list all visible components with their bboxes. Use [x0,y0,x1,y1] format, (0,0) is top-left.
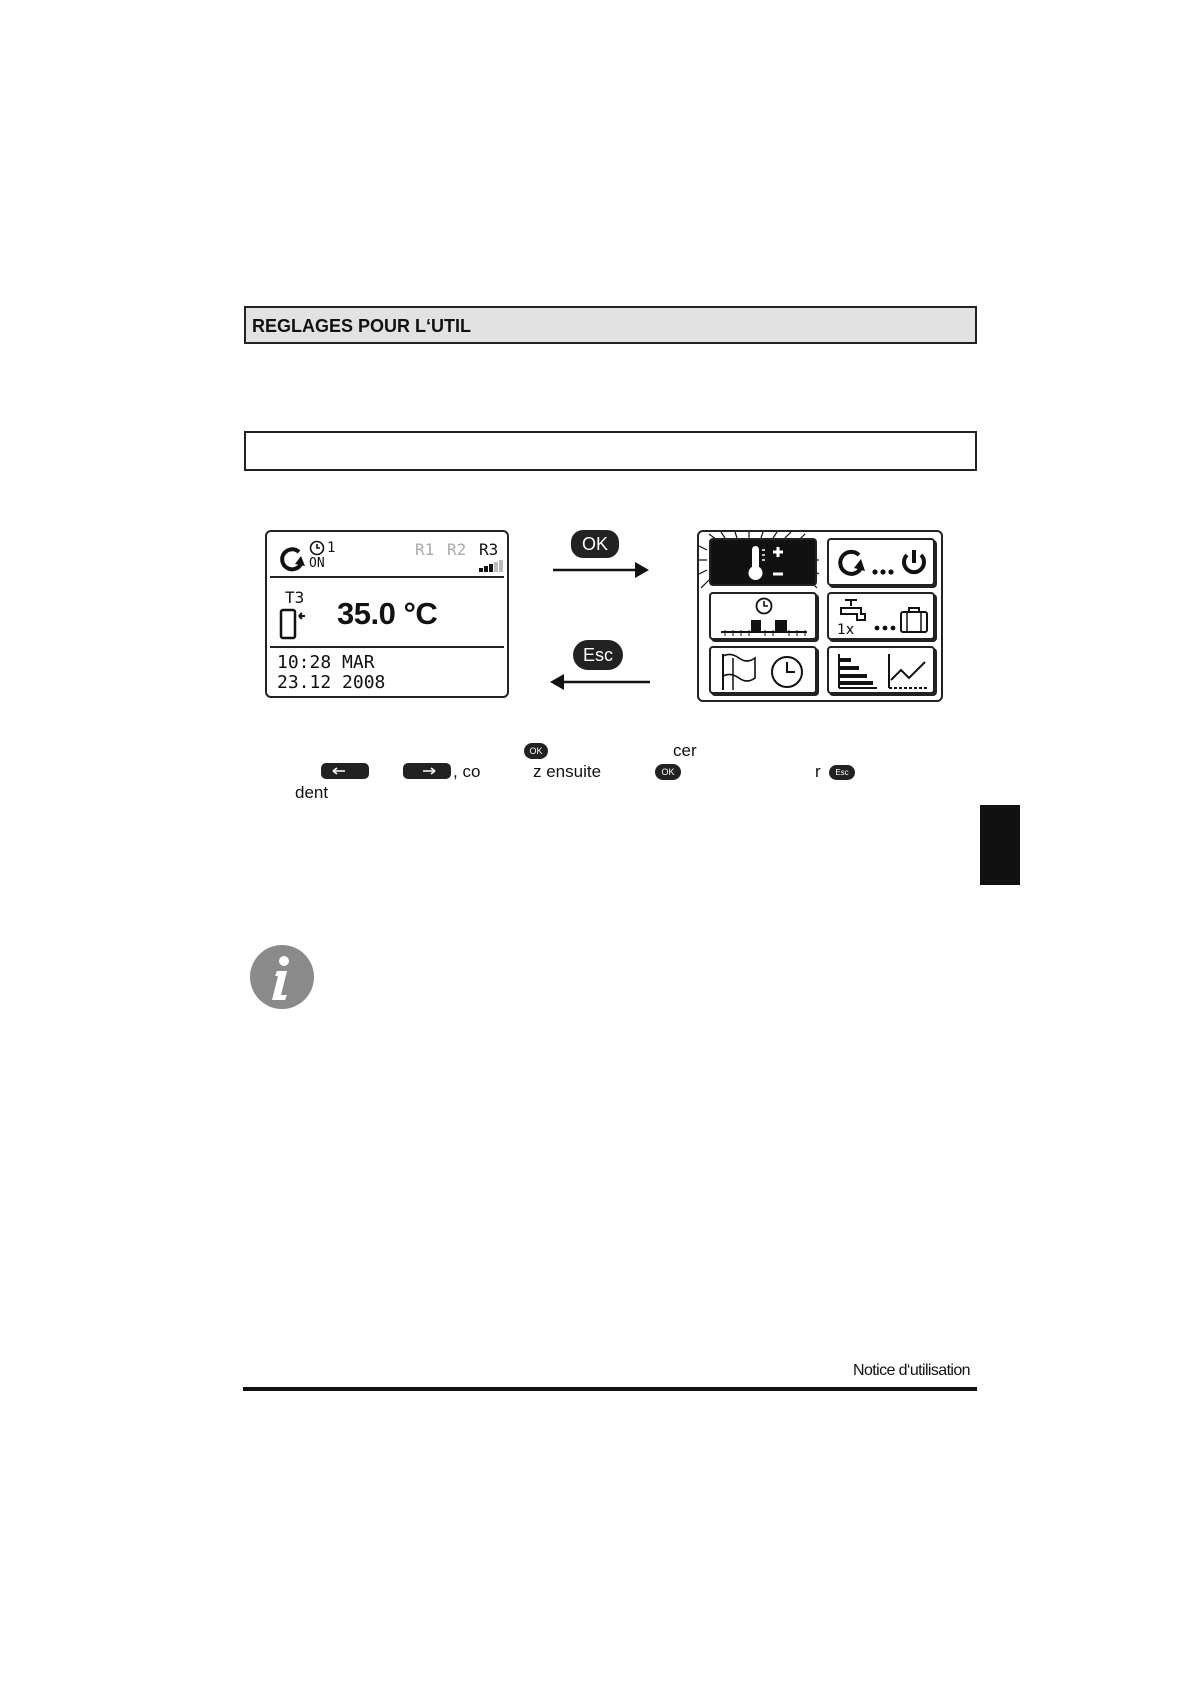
temperature-value: 35.0 °C [337,596,438,631]
section-tab-marker [980,805,1020,885]
tank-sensor-icon [279,606,311,640]
svg-text:1x: 1x [837,622,855,638]
body-text-line2-c: r [815,762,821,781]
body-text-line2-a: , co [453,762,481,781]
right-arrow-key [403,763,451,779]
main-display-screen [265,530,509,698]
menu-tile-hot-water-holiday[interactable] [827,592,935,640]
clock-icon [309,540,325,556]
lcd-divider-top [270,576,504,578]
menu-tile-statistics[interactable] [827,646,935,694]
footer-rule [243,1387,977,1391]
arrow-left-icon [550,672,650,692]
pump-power-icon [835,546,929,580]
body-text-line2-b: z ensuite [533,762,602,781]
right-arrow-key-icon [403,763,451,779]
signal-bars-icon [479,560,503,572]
menu-tile-temperature[interactable] [709,538,817,586]
relay-r2: R2 [447,540,467,559]
date-value: 23.12 2008 [277,672,386,693]
relay-r1: R1 [415,540,435,559]
footer-label: Notice d‘utilisation [853,1362,970,1379]
time-day: 10:28 MAR [277,652,375,673]
ok-button-graphic: OK [571,530,619,558]
tap-suitcase-icon [835,596,931,638]
info-glyph [250,945,314,1009]
ok-key-inline-2: OK [655,764,681,780]
left-arrow-key-icon [321,763,369,779]
lcd-divider-bottom [270,646,504,648]
timer-index: 1 [327,540,336,556]
ok-key-inline-1: OK [524,743,548,759]
info-icon [250,945,314,1009]
menu-tile-schedule[interactable] [709,592,817,640]
subtitle-box [244,431,977,471]
flags-clock-icon [717,650,813,692]
timer-state: ON [309,556,325,571]
relay-r3: R3 [479,540,499,559]
esc-key-inline: Esc [829,765,855,780]
left-arrow-key [321,763,369,779]
section-title: REGLAGES POUR L‘UTIL [252,316,472,336]
thermometer-plus-minus-icon [745,544,789,582]
body-text-line1: cer [673,741,697,760]
section-title-box [244,306,977,344]
esc-button-graphic: Esc [573,640,623,670]
menu-tile-language-time[interactable] [709,646,817,694]
menu-display-screen [697,530,943,702]
schedule-clock-icon [719,596,809,638]
sensor-label: T3 [285,588,305,607]
arrow-right-icon [553,560,649,580]
body-text-line3: dent [295,783,329,802]
statistics-chart-icon [835,650,931,692]
circulation-icon [277,544,307,574]
menu-tile-pump-power[interactable] [827,538,935,586]
